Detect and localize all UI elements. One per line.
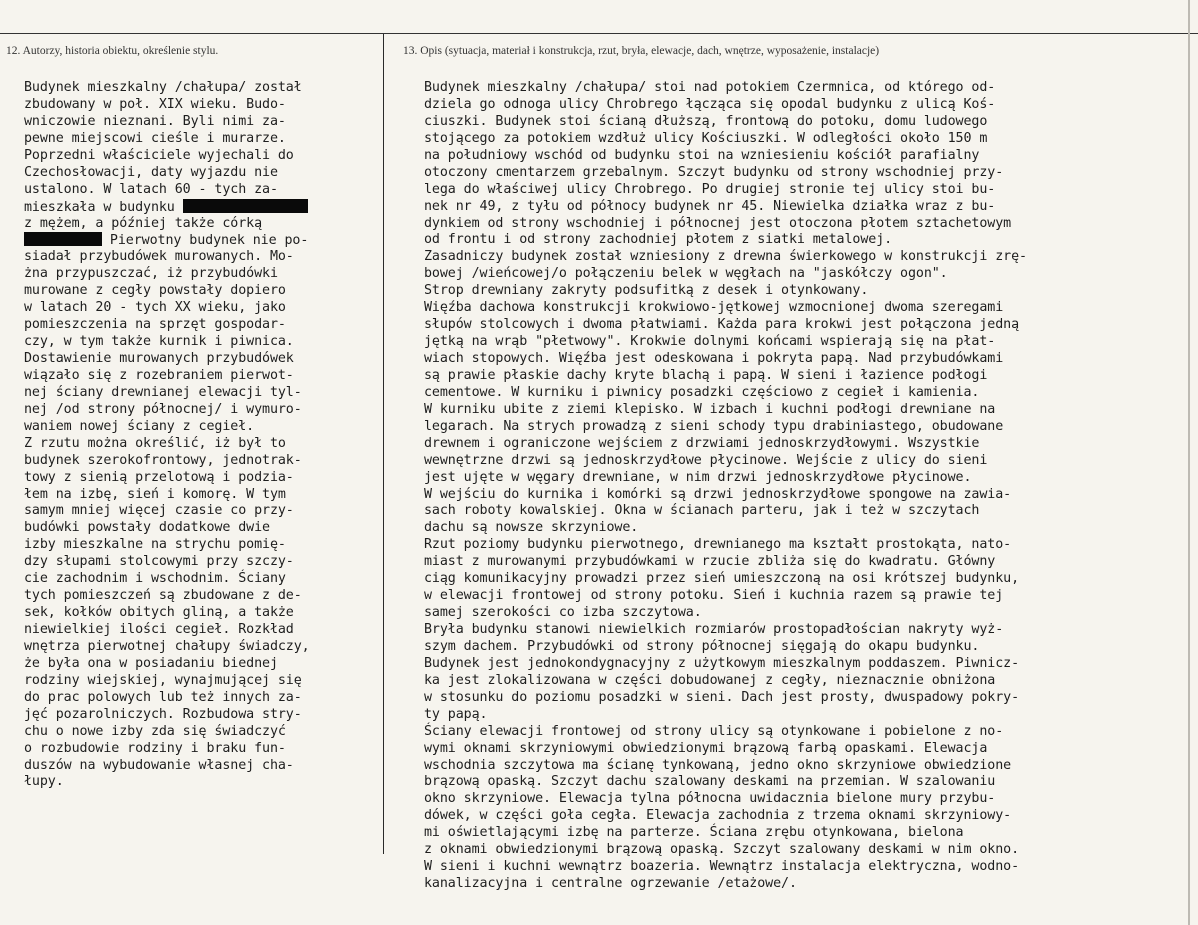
history-text-line: Budynek mieszkalny /chałupa/ został bbox=[24, 80, 302, 95]
redaction-bar bbox=[183, 199, 308, 213]
history-text-line: murowane z cegły powstały dopiero bbox=[24, 283, 286, 299]
history-text-line: niewielkiej ilości cegieł. Rozkład bbox=[24, 622, 294, 637]
history-text-line: o rozbudowie rodziny i braku fun- bbox=[24, 740, 286, 756]
description-text-line: wiach stopowych. Więźba jest odeskowana i pokryta papą. Nad przybudówkami bbox=[424, 351, 1004, 366]
history-text-line: tych pomieszczeń są zbudowane z de- bbox=[24, 588, 302, 604]
page-edge bbox=[1188, 0, 1190, 925]
history-text-line: Dostawienie murowanych przybudówek bbox=[24, 351, 294, 366]
description-text-line: Więźba dachowa konstrukcji krokwiowo-jętkowej wzmocnionej dwoma szeregami bbox=[424, 300, 1004, 316]
history-text-line: pewne miejscowi cieśle i murarze. bbox=[24, 130, 286, 146]
history-text-line: samym mniej więcej czasie co przy- bbox=[24, 503, 294, 519]
history-text-line: waniem nowej ściany z cegieł. bbox=[24, 418, 255, 434]
description-text-line: z oknami obwiedzionymi brązową opaską. Szczyt szalowany deskami w nim okno. bbox=[424, 842, 1020, 858]
description-text-line: dachu są nowsze skrzyniowe. bbox=[424, 520, 639, 536]
description-text-line: samej szerokości co izba szczytowa. bbox=[424, 605, 702, 621]
history-text-line: żna przypuszczać, iż przybudówki bbox=[24, 266, 278, 282]
description-text-line: ciąg komunikacyjny prowadzi przez sień umieszczoną na osi krótszej budynku, bbox=[424, 571, 1020, 587]
description-text-column bbox=[424, 80, 1027, 893]
history-text-line: łem na izbę, sień i komorę. W tym bbox=[24, 486, 286, 502]
history-text-line: czy, w tym także kurnik i piwnica. bbox=[24, 334, 294, 350]
history-text-line: wniczowie nieznani. Byli nimi za- bbox=[24, 113, 286, 129]
description-text-line: ty papą. bbox=[424, 706, 488, 722]
history-text-line: łupy. bbox=[24, 774, 64, 790]
description-text-line: mi oświetlającymi izbę na parterze. Ściana zrębu otynkowana, bielona bbox=[424, 825, 964, 841]
history-text-line: nej /od strony północnej/ i wymuro- bbox=[24, 401, 302, 417]
history-text-column bbox=[24, 80, 310, 791]
history-text-line: rodziny wiejskiej, wynajmującej się bbox=[24, 672, 302, 688]
history-text-line: izby mieszkalne na strychu pomię- bbox=[24, 537, 286, 553]
description-text-line: otoczony cmentarzem grzebalnym. Szczyt budynku od strony wschodniej przy- bbox=[424, 164, 1004, 180]
top-rule bbox=[0, 33, 1198, 34]
history-text-line: Poprzedni właściciele wyjechali do bbox=[24, 147, 294, 163]
description-text-line: dziela go odnoga ulicy Chrobrego łącząca się opodal budynku z ulicą Koś- bbox=[424, 96, 996, 112]
description-text-line: cementowe. W kurniku i piwnicy posadzki częściowo z cegieł i kamienia. bbox=[424, 384, 980, 400]
history-text-line: Pierwotny budynek nie po- bbox=[24, 232, 310, 249]
history-text-line: do prac polowych lub też innych za- bbox=[24, 689, 302, 705]
description-text-line: dynkiem od strony wschodniej i północnej jest otoczona płotem sztachetowym bbox=[424, 215, 1012, 231]
description-text-line: od frontu i od strony zachodniej płotem z siatki metalowej. bbox=[424, 232, 893, 248]
description-text-line: jest ujęte w węgary drewniane, w nim drzwi jednoskrzydłowe płycinowe. bbox=[424, 469, 972, 485]
description-text-line: W sieni i kuchni wewnątrz boazeria. Wewnątrz instalacja elektryczna, wodno- bbox=[424, 859, 1020, 875]
history-text-line: że była ona w posiadaniu biednej bbox=[24, 655, 278, 671]
description-text-line: okno skrzyniowe. Elewacja tylna północna uwidacznia bielone mury przybu- bbox=[424, 791, 996, 807]
history-text-line: ustalono. W latach 60 - tych za- bbox=[24, 181, 278, 197]
description-text-line: Bryła budynku stanowi niewielkich rozmiarów prostopadłościan nakryty wyż- bbox=[424, 622, 1004, 637]
description-text-line: na południowy wschód od budynku stoi na wzniesieniu kościół parafialny bbox=[424, 147, 980, 163]
description-text-line: sach roboty kowalskiej. Okna w ścianach parteru, jak i też w szczytach bbox=[424, 503, 980, 519]
description-text-line: nek nr 49, z tyłu od północy budynek nr 45. Niewielka działka wraz z bu- bbox=[424, 198, 996, 214]
history-text-line: chu o nowe izby zda się świadczyć bbox=[24, 723, 286, 739]
history-text-line: w latach 20 - tych XX wieku, jako bbox=[24, 300, 286, 316]
history-text-line: budówki powstały dodatkowe dwie bbox=[24, 520, 270, 536]
description-text-line: W kurniku ubite z ziemi klepisko. W izbach i kuchni podłogi drewniane na bbox=[424, 401, 996, 417]
description-text-line: kanalizacyjna i centralne ogrzewanie /etażowe/. bbox=[424, 876, 797, 892]
description-text-line: drewnem i ograniczone wejściem z drzwiami jednoskrzydłowymi. Wszystkie bbox=[424, 435, 980, 451]
description-text-line: dówek, w części goła cegła. Elewacja zachodnia z trzema oknami skrzyniowy- bbox=[424, 808, 1012, 824]
history-text-line: wnętrza pierwotnej chałupy świadczy, bbox=[24, 638, 310, 654]
description-text-line: wewnętrzne drzwi są jednoskrzydłowe płycinowe. Wejście z ulicy do sieni bbox=[424, 452, 988, 468]
history-text-line: Z rzutu można określić, iż był to bbox=[24, 435, 286, 451]
section-13-header: 13. Opis (sytuacja, materiał i konstrukcja, rzut, bryła, elewacje, dach, wnętrze, wyposażenie, instalacje) bbox=[403, 45, 880, 57]
history-text-line: duszów na wybudowanie własnej cha- bbox=[24, 757, 294, 773]
description-text-line: brązową opaską. Szczyt dachu szalowany deskami na przemian. W szalowaniu bbox=[424, 774, 996, 790]
description-text-line: Budynek jest jednokondygnacyjny z użytkowym mieszkalnym poddaszem. Piwnicz- bbox=[424, 655, 1020, 671]
history-text-line: towy z sienią przelotową i podzia- bbox=[24, 469, 294, 485]
history-text-line: wiązało się z rozebraniem pierwot- bbox=[24, 367, 294, 383]
description-text-line: wymi oknami skrzyniowymi obwiedzionymi brązową farbą opaskami. Elewacja bbox=[424, 740, 988, 756]
history-text-line: pomieszczenia na sprzęt gospodar- bbox=[24, 317, 286, 333]
history-text-line: z mężem, a później także córką bbox=[24, 215, 263, 231]
column-divider bbox=[383, 34, 384, 854]
description-text-line: słupów stolcowych i dwoma płatwiami. Każda para krokwi jest połączona jedną bbox=[424, 317, 1020, 333]
description-text-line: Budynek mieszkalny /chałupa/ stoi nad potokiem Czermnica, od którego od- bbox=[424, 80, 996, 95]
description-text-line: ka jest zlokalizowana w części dobudowanej z cegły, nieznacznie obniżona bbox=[424, 672, 996, 688]
history-text-line: siadał przybudówek murowanych. Mo- bbox=[24, 249, 294, 265]
history-text-line: dzy słupami stolcowymi przy szczy- bbox=[24, 554, 294, 570]
description-text-line: ciuszki. Budynek stoi ścianą dłuższą, frontową do potoku, domu ludowego bbox=[424, 113, 988, 129]
description-text-line: w stosunku do poziomu posadzki w sieni. Dach jest prosty, dwuspadowy pokry- bbox=[424, 689, 1020, 705]
description-text-line: jętką na wrąb "płetwowy". Krokwie dolnymi końcami wspierają się na płat- bbox=[424, 334, 996, 350]
history-text-line: nej ściany drewnianej elewacji tyl- bbox=[24, 384, 302, 400]
description-text-line: legarach. Na strych prowadzą z sieni schody typu drabiniastego, obudowane bbox=[424, 418, 1004, 434]
history-text-line: sek, kołków obitych gliną, a także bbox=[24, 605, 294, 621]
description-text-line: wschodnia szczytowa ma ścianę tynkowaną, jedno okno skrzyniowe obwiedzione bbox=[424, 757, 1012, 773]
description-text-line: Rzut poziomy budynku pierwotnego, drewnianego ma kształt prostokąta, nato- bbox=[424, 537, 1012, 553]
description-text-line: miast z murowanymi przybudówkami w rzucie zbliża się do kwadratu. Główny bbox=[424, 554, 996, 570]
history-text-line: budynek szerokofrontowy, jednotrak- bbox=[24, 452, 302, 468]
history-text-line: Czechosłowacji, daty wyjazdu nie bbox=[24, 164, 278, 180]
history-text-line: cie zachodnim i wschodnim. Ściany bbox=[24, 571, 286, 587]
redaction-bar bbox=[24, 232, 102, 246]
description-text-line: bowej /wieńcowej/o połączeniu belek w węgłach na "jaskółczy ogon". bbox=[424, 266, 948, 282]
description-text-line: Zasadniczy budynek został wzniesiony z drewna świerkowego w konstrukcji zrę- bbox=[424, 249, 1027, 265]
description-text-line: stojącego za potokiem wzdłuż ulicy Kościuszki. W odległości około 150 m bbox=[424, 130, 988, 146]
description-text-line: Strop drewniany zakryty podsufitką z desek i otynkowany. bbox=[424, 283, 869, 299]
description-text-line: W wejściu do kurnika i komórki są drzwi jednoskrzydłowe spongowe na zawia- bbox=[424, 486, 1012, 502]
description-text-line: szym dachem. Przybudówki od strony północnej sięgają do okapu budynku. bbox=[424, 638, 980, 654]
description-text-line: lega do właściwej ulicy Chrobrego. Po drugiej stronie tej ulicy stoi bu- bbox=[424, 181, 996, 197]
description-text-line: w elewacji frontowej od strony potoku. Sień i kuchnia razem są prawie tej bbox=[424, 588, 1004, 604]
description-text-line: są prawie płaskie dachy kryte blachą i papą. W sieni i łazience podłogi bbox=[424, 367, 988, 383]
description-text-line: Ściany elewacji frontowej od strony ulicy są otynkowane i pobielone z no- bbox=[424, 723, 1004, 739]
history-text-line: zbudowany w poł. XIX wieku. Budo- bbox=[24, 96, 286, 112]
section-12-header: 12. Autorzy, historia obiektu, określenie stylu. bbox=[6, 45, 219, 57]
history-text-line: jęć pozarolniczych. Rozbudowa stry- bbox=[24, 706, 302, 722]
history-text-line: mieszkała w budynku bbox=[24, 199, 310, 216]
